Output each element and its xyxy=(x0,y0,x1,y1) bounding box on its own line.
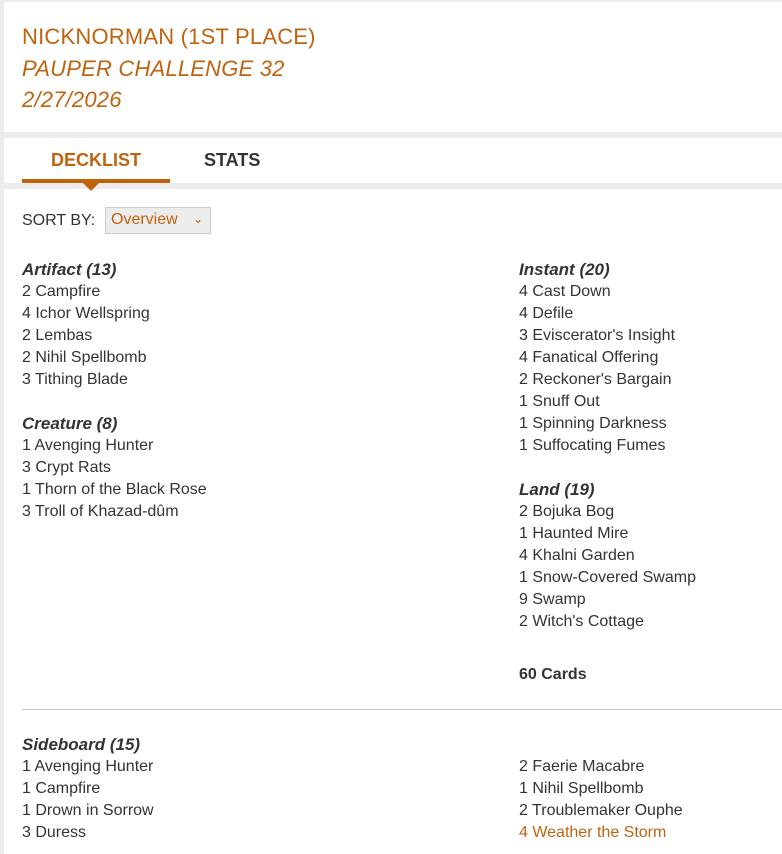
deck-header xyxy=(4,2,782,132)
sideboard-left-column xyxy=(22,734,154,844)
card-entry[interactable]: 2 Campfire xyxy=(22,283,101,300)
main-right-column xyxy=(519,259,696,686)
card-entry[interactable]: 1 Avenging Hunter xyxy=(22,437,154,454)
card-entry[interactable]: 4 Weather the Storm xyxy=(519,824,667,841)
card-entry[interactable]: 1 Drown in Sorrow xyxy=(22,802,154,819)
card-entry[interactable]: 3 Tithing Blade xyxy=(22,371,128,388)
card-entry[interactable]: 2 Witch's Cottage xyxy=(519,613,644,630)
tab-stats[interactable]: STATS xyxy=(204,150,261,170)
card-entry[interactable]: 1 Campfire xyxy=(22,780,101,797)
card-entry[interactable]: 4 Fanatical Offering xyxy=(519,349,659,366)
sort-value: Overview xyxy=(111,211,178,228)
active-tab-caret-icon xyxy=(83,183,99,191)
card-entry[interactable]: 4 Ichor Wellspring xyxy=(22,305,150,322)
sideboard-right-column xyxy=(519,756,683,844)
card-entry[interactable]: 1 Snuff Out xyxy=(519,393,600,410)
player-name: NICKNORMAN (1ST PLACE) xyxy=(22,24,316,49)
main-left-column xyxy=(22,259,207,523)
card-entry[interactable]: 1 Suffocating Fumes xyxy=(519,437,666,454)
card-entry[interactable]: 3 Duress xyxy=(22,824,87,841)
card-entry[interactable]: 9 Swamp xyxy=(519,591,586,608)
divider xyxy=(22,709,782,710)
section-heading-artifact: Artifact (13) xyxy=(22,260,117,279)
card-entry[interactable]: 2 Troublemaker Ouphe xyxy=(519,802,683,819)
card-entry[interactable]: 1 Snow-Covered Swamp xyxy=(519,569,696,586)
card-entry[interactable]: 1 Haunted Mire xyxy=(519,525,629,542)
card-total: 60 Cards xyxy=(519,666,587,683)
sort-select[interactable] xyxy=(105,207,211,234)
card-entry[interactable]: 3 Troll of Khazad-dûm xyxy=(22,503,179,520)
section-heading-creature: Creature (8) xyxy=(22,414,118,433)
section-heading-sideboard: Sideboard (15) xyxy=(22,735,141,754)
card-entry[interactable]: 2 Reckoner's Bargain xyxy=(519,371,672,388)
tab-decklist[interactable]: DECKLIST xyxy=(22,150,170,183)
section-heading-instant: Instant (20) xyxy=(519,260,610,279)
tab-bar xyxy=(4,138,782,183)
card-entry[interactable]: 2 Faerie Macabre xyxy=(519,758,645,775)
decklist-panel xyxy=(4,189,782,854)
sort-label: SORT BY: xyxy=(22,212,96,229)
card-entry[interactable]: 1 Avenging Hunter xyxy=(22,758,154,775)
chevron-down-icon: ⌄ xyxy=(192,212,203,226)
card-entry[interactable]: 4 Defile xyxy=(519,305,574,322)
section-heading-land: Land (19) xyxy=(519,480,595,499)
card-entry[interactable]: 2 Nihil Spellbomb xyxy=(22,349,147,366)
card-entry[interactable]: 1 Thorn of the Black Rose xyxy=(22,481,207,498)
card-entry[interactable]: 3 Eviscerator's Insight xyxy=(519,327,676,344)
card-entry[interactable]: 1 Nihil Spellbomb xyxy=(519,780,644,797)
card-entry[interactable]: 2 Bojuka Bog xyxy=(519,503,615,520)
card-entry[interactable]: 4 Cast Down xyxy=(519,283,611,300)
card-entry[interactable]: 3 Crypt Rats xyxy=(22,459,111,476)
event-name: PAUPER CHALLENGE 32 xyxy=(22,56,285,81)
card-entry[interactable]: 1 Spinning Darkness xyxy=(519,415,667,432)
card-entry[interactable]: 2 Lembas xyxy=(22,327,93,344)
card-entry[interactable]: 4 Khalni Garden xyxy=(519,547,635,564)
event-date: 2/27/2026 xyxy=(22,87,122,112)
